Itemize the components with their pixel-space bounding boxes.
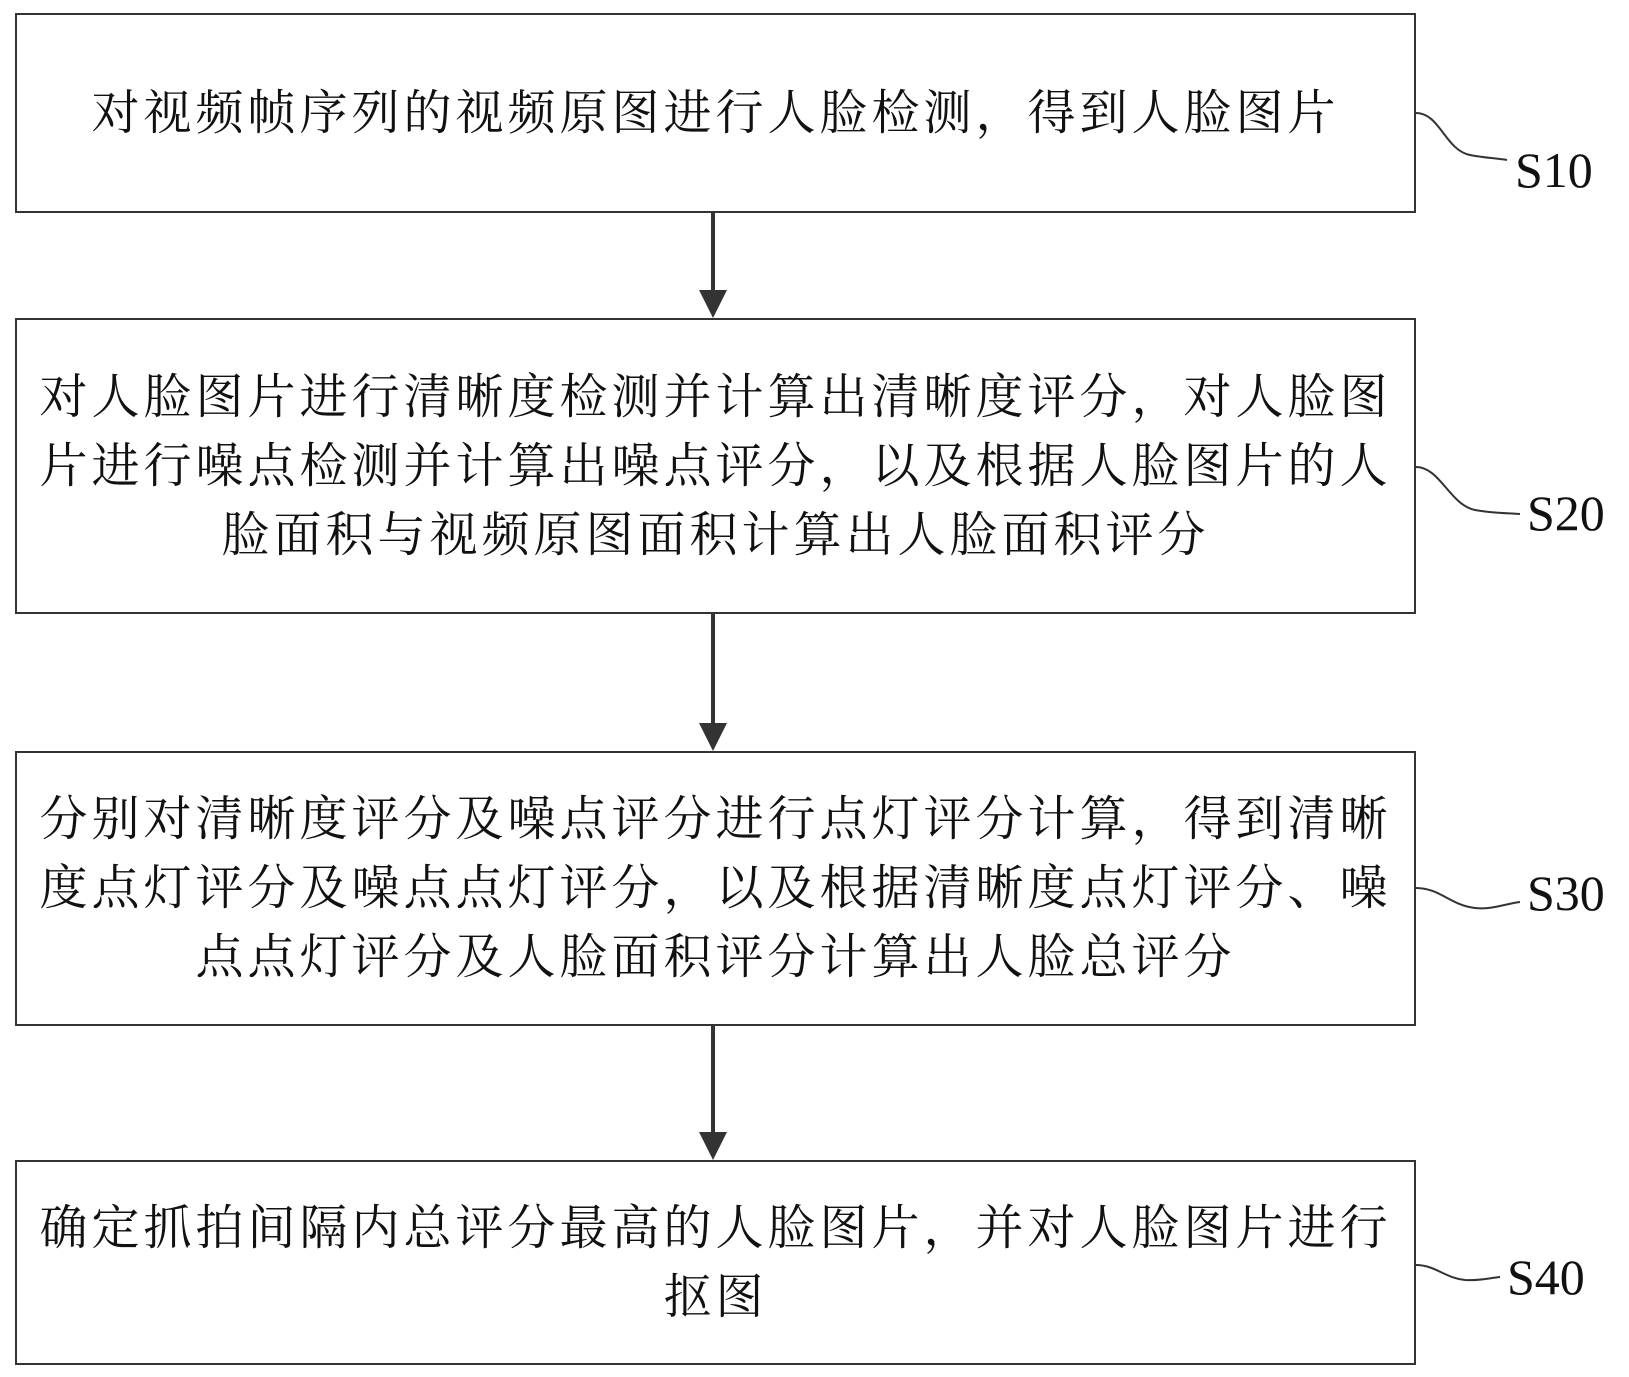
flow-arrow-s20-s30	[699, 614, 727, 751]
leader-line-s10	[1416, 113, 1507, 160]
leader-line-s20	[1416, 467, 1520, 514]
leader-line-s30	[1416, 888, 1520, 908]
step-text-s10: 对视频帧序列的视频原图进行人脸检测，得到人脸图片	[91, 84, 1340, 141]
step-label-s10: S10	[1515, 142, 1593, 198]
flow-arrow-s30-s40	[699, 1026, 727, 1160]
step-label-s40: S40	[1507, 1249, 1585, 1305]
step-text-s30: 分别对清晰度评分及噪点评分进行点灯评分计算，得到清晰度点灯评分及噪点点灯评分，以及根据清晰度点灯评分、噪点点灯评分及人脸面积评分计算出人脸总评分	[39, 791, 1392, 985]
flow-arrow-s10-s20	[699, 213, 727, 318]
step-text-s40: 确定抓拍间隔内总评分最高的人脸图片，并对人脸图片进行抠图	[39, 1199, 1392, 1325]
step-text-s20: 对人脸图片进行清晰度检测并计算出清晰度评分，对人脸图片进行噪点检测并计算出噪点评分，以及根据人脸图片的人脸面积与视频原图面积计算出人脸面积评分	[39, 368, 1392, 563]
step-label-s30: S30	[1527, 865, 1605, 921]
step-label-s20: S20	[1527, 485, 1605, 541]
leader-line-s40	[1416, 1265, 1500, 1280]
